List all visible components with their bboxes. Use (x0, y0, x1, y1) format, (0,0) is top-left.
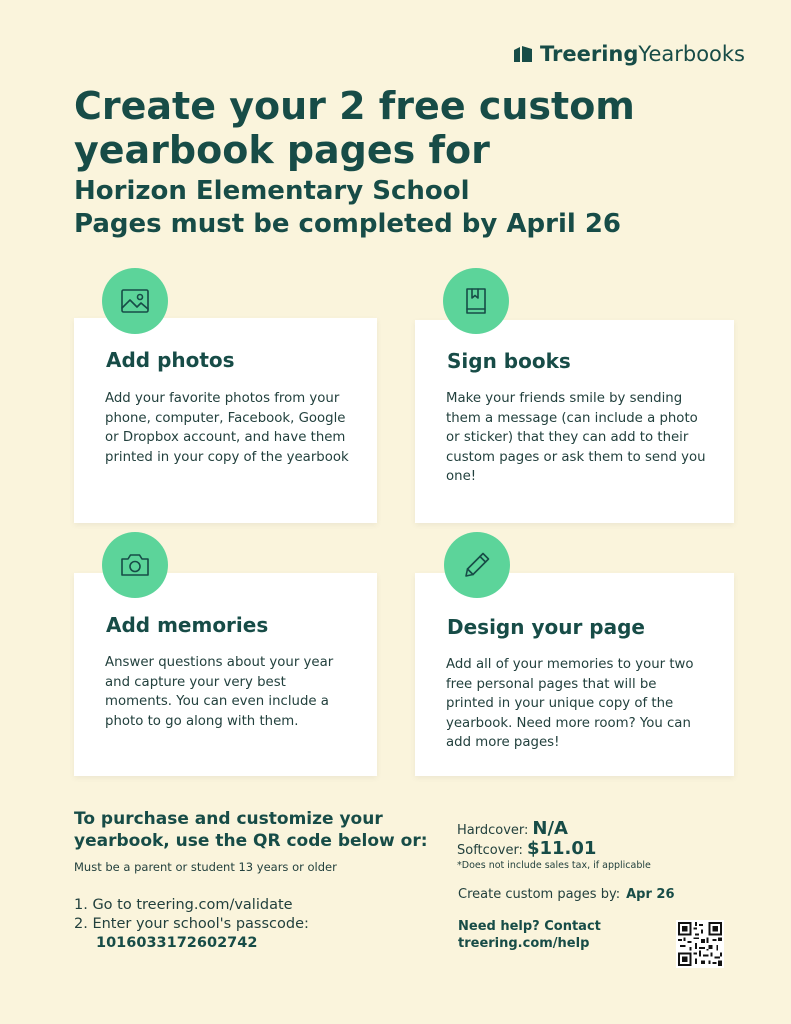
card-text: Answer questions about your year and capture your very best moments. You can even include a photo to go along with them. (105, 655, 334, 729)
camera-icon (118, 548, 152, 582)
step-validate: 1. Go to treering.com/validate (74, 897, 293, 913)
card-text: Add all of your memories to your two free personal pages that will be printed in your unique copy of the yearbook. Need more room? You can add more pages! (446, 657, 694, 751)
card-sign-books (415, 320, 734, 523)
qr-code[interactable] (676, 920, 724, 968)
book-icon-badge (443, 268, 509, 334)
image-icon (118, 284, 152, 318)
softcover-label: Softcover: (457, 843, 523, 858)
card-add-memories (74, 573, 377, 776)
brand-name-bold: Treering (540, 42, 639, 66)
step-passcode: 2. Enter your school's passcode: (74, 916, 309, 932)
passcode: 1016033172602742 (96, 935, 258, 951)
help-contact[interactable] (458, 918, 601, 952)
card-text: Add your favorite photos from your phone, computer, Facebook, Google or Dropbox account, and have them printed in your copy of the yearbook (105, 391, 349, 465)
help-link[interactable]: treering.com/help (458, 936, 590, 951)
card-design-your-page (415, 573, 734, 776)
treering-logo-icon (512, 43, 534, 65)
school-name: Horizon Elementary School (74, 176, 470, 206)
custom-pages-deadline (458, 887, 675, 902)
steps-list (74, 896, 309, 953)
custom-by-label: Create custom pages by: (458, 887, 621, 902)
camera-icon-badge (102, 532, 168, 598)
subheading (74, 175, 621, 241)
pencil-icon (460, 548, 494, 582)
card-add-photos (74, 318, 377, 523)
card-title: Design your page (447, 615, 645, 639)
softcover-value: $11.01 (526, 838, 597, 859)
card-text: Make your friends smile by sending them a message (can include a photo or sticker) that they can add to their custom pages or ask them to send you one! (446, 391, 706, 485)
brand-name-light: Yearbooks (638, 42, 745, 66)
purchase-heading: To purchase and customize your yearbook, use the QR code below or: (74, 809, 428, 851)
card-title: Sign books (447, 349, 571, 373)
softcover-price (457, 838, 596, 859)
pencil-icon-badge (444, 532, 510, 598)
eligibility-note: Must be a parent or student 13 years or older (74, 860, 337, 874)
hardcover-label: Hardcover: (457, 823, 529, 838)
brand-logo (512, 42, 745, 66)
custom-by-date: Apr 26 (626, 887, 675, 902)
book-icon (459, 284, 493, 318)
page-title: Create your 2 free custom yearbook pages for (74, 84, 635, 172)
card-title: Add memories (106, 613, 269, 637)
hardcover-value: N/A (532, 818, 568, 839)
card-title: Add photos (106, 348, 235, 372)
hardcover-price (457, 818, 568, 839)
deadline-line: Pages must be completed by April 26 (74, 209, 622, 239)
image-icon-badge (102, 268, 168, 334)
help-line-1: Need help? Contact (458, 919, 601, 934)
tax-note: *Does not include sales tax, if applicable (457, 860, 651, 871)
